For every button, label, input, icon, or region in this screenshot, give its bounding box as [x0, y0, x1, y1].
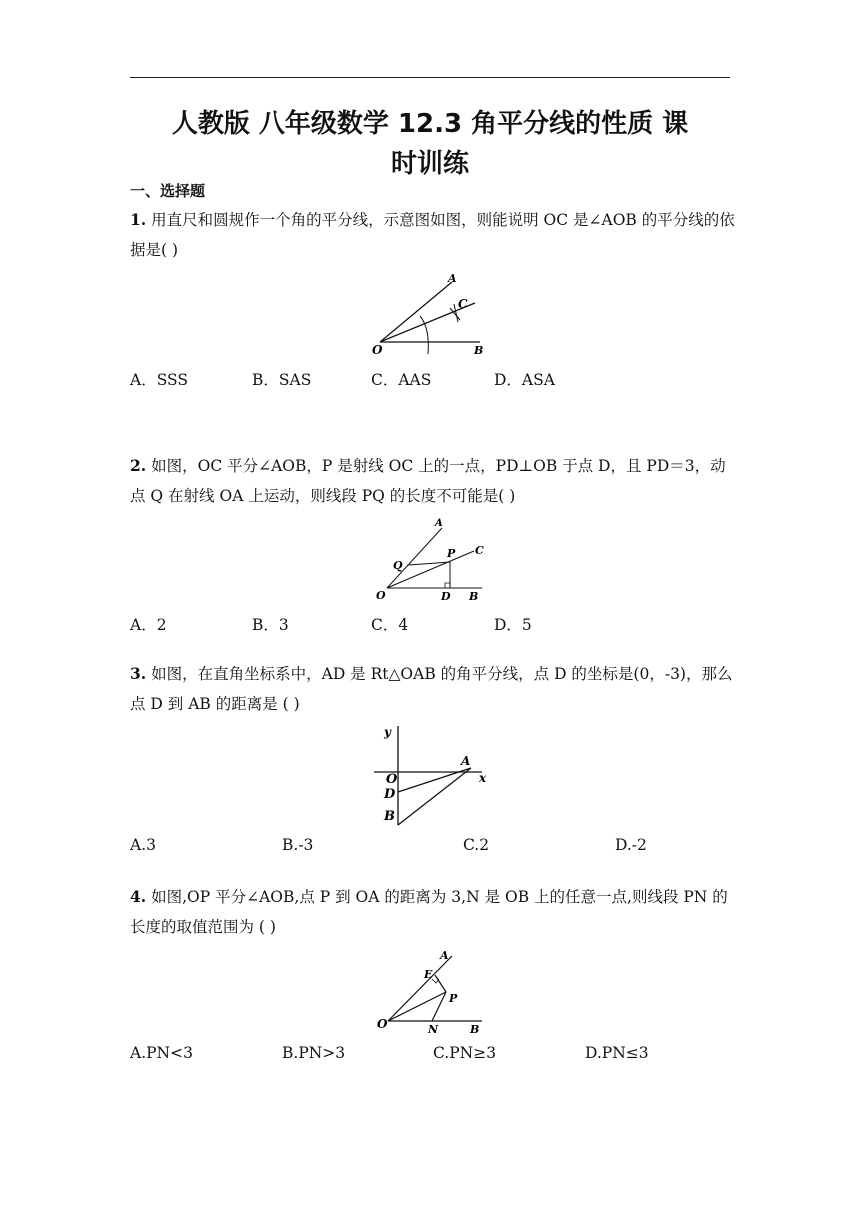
label-P: P: [447, 547, 456, 560]
option-a[interactable]: A．2: [130, 616, 167, 634]
label-Q: Q: [393, 559, 403, 572]
label-B: B: [474, 344, 484, 357]
label-O: O: [376, 589, 386, 602]
label-N: N: [428, 1023, 439, 1036]
header-rule: [130, 77, 730, 78]
option-d[interactable]: D．ASA: [494, 371, 555, 389]
label-x: x: [479, 771, 487, 785]
option-c[interactable]: C．4: [371, 616, 409, 634]
question-number: 1.: [130, 210, 147, 229]
title-line-1: 人教版 八年级数学 12.3 角平分线的性质 课: [171, 109, 689, 139]
option-a[interactable]: A.3: [130, 836, 156, 854]
option-b[interactable]: B．3: [252, 616, 289, 634]
label-B: B: [470, 1023, 480, 1036]
label-C: C: [475, 544, 484, 557]
option-c[interactable]: C.2: [463, 836, 490, 854]
figure-4: [374, 948, 494, 1038]
option-b[interactable]: B.-3: [282, 836, 314, 854]
option-d[interactable]: D．5: [494, 616, 532, 634]
figure-3: [370, 720, 495, 830]
question-number: 3.: [130, 664, 147, 683]
figure-1: [370, 270, 490, 360]
option-c[interactable]: C.PN≥3: [433, 1044, 497, 1062]
label-P: P: [449, 992, 458, 1005]
label-D: D: [441, 590, 451, 603]
section-heading: 一、选择题: [130, 182, 206, 200]
option-c[interactable]: C．AAS: [371, 371, 432, 389]
question-text: 如图,OP 平分∠AOB,点 P 到 OA 的距离为 3,N 是 OB 上的任意一点,则线段 PN 的长度的取值范围为 ( ): [130, 888, 728, 936]
question-4: [130, 882, 735, 942]
label-O: O: [386, 772, 398, 787]
label-A: A: [435, 518, 443, 529]
figure-2: [372, 516, 492, 606]
page-title: [130, 104, 730, 184]
title-line-2: 时训练: [390, 149, 469, 179]
label-O: O: [377, 1017, 388, 1031]
question-number: 4.: [130, 887, 147, 906]
label-O: O: [372, 343, 383, 357]
label-A: A: [461, 754, 471, 768]
question-2: [130, 451, 735, 511]
label-y: y: [384, 725, 391, 739]
option-a[interactable]: A.PN<3: [130, 1044, 193, 1062]
question-text: 如图，OC 平分∠AOB，P 是射线 OC 上的一点，PD⊥OB 于点 D，且 PD＝3，动点 Q 在射线 OA 上运动，则线段 PQ 的长度不可能是( ): [130, 457, 726, 505]
question-3: [130, 659, 735, 719]
label-C: C: [458, 297, 468, 311]
option-b[interactable]: B．SAS: [252, 371, 312, 389]
question-text: 用直尺和圆规作一个角的平分线，示意图如图，则能说明 OC 是∠AOB 的平分线的依据是( ): [130, 211, 735, 259]
option-d[interactable]: D.PN≤3: [585, 1044, 649, 1062]
question-text: 如图，在直角坐标系中，AD 是 Rt△OAB 的角平分线，点 D 的坐标是(0，-3)，那么点 D 到 AB 的距离是 ( ): [130, 665, 733, 713]
option-b[interactable]: B.PN>3: [282, 1044, 346, 1062]
label-D: D: [384, 787, 396, 802]
label-A: A: [440, 949, 449, 962]
option-d[interactable]: D.-2: [615, 836, 647, 854]
question-number: 2.: [130, 456, 147, 475]
label-B: B: [469, 590, 479, 603]
question-1: [130, 205, 735, 265]
label-A: A: [448, 272, 457, 285]
label-E: E: [424, 968, 433, 981]
label-B: B: [384, 809, 395, 824]
option-a[interactable]: A．SSS: [130, 371, 189, 389]
